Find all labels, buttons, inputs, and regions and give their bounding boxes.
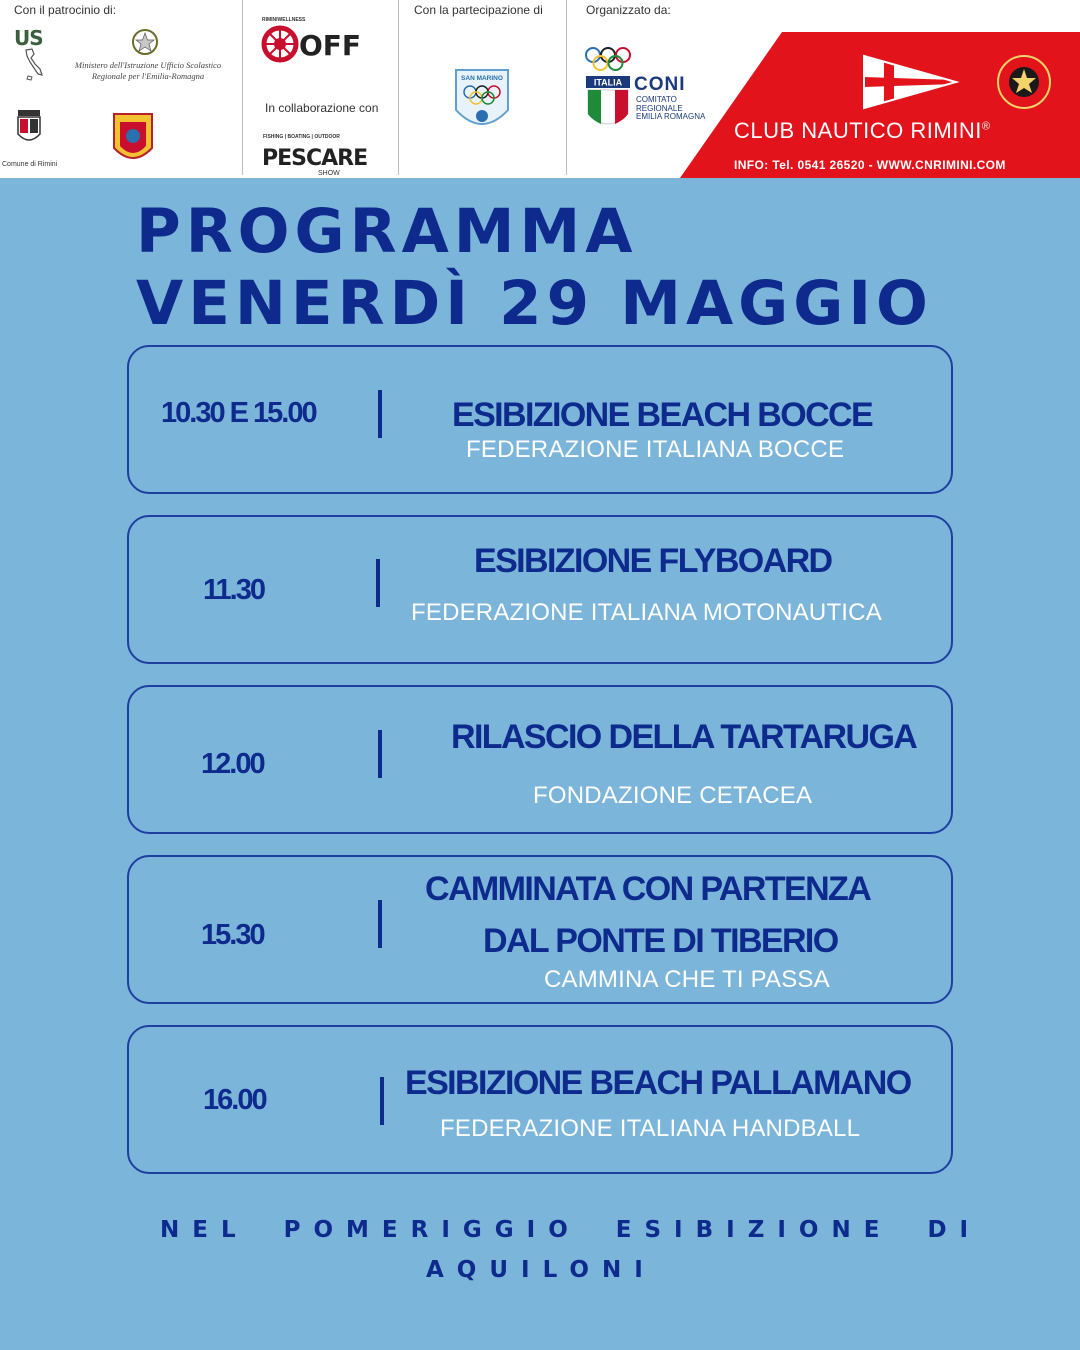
club-nautico-rimini-name: CLUB NAUTICO RIMINI® [734, 118, 991, 143]
event-organizer: FONDAZIONE CETACEA [533, 782, 813, 809]
header-divider-2 [398, 0, 399, 175]
event-time: 15.30 [201, 919, 264, 951]
program-title: PROGRAMMA [136, 196, 638, 267]
stella-oro-merito-medal-icon [996, 54, 1052, 110]
off-logo-text: OFF [299, 29, 362, 62]
event-separator [380, 1077, 384, 1125]
event-title: ESIBIZIONE BEACH PALLAMANO [405, 1064, 911, 1102]
event-separator [376, 559, 380, 607]
svg-text:SHOW: SHOW [318, 170, 340, 177]
coni-wordmark: CONI [634, 74, 686, 95]
svg-text:PESCARE: PESCARE [262, 146, 368, 171]
event-time: 11.30 [203, 574, 264, 606]
event-time: 10.30 E 15.00 [161, 397, 316, 429]
comune-rimini-label: Comune di Rimini [2, 161, 58, 168]
us-logo: US [14, 26, 43, 50]
coni-subtitle: COMITATO REGIONALE EMILIA ROMAGNA [636, 95, 706, 121]
coni-italia-shield-icon [586, 76, 630, 132]
provincia-shield-icon [112, 112, 154, 168]
olympic-rings-icon [584, 46, 632, 72]
event-organizer: CAMMINA CHE TI PASSA [544, 966, 830, 993]
san-marino-olympic-logo [452, 66, 512, 138]
event-card-2 [127, 515, 953, 664]
pescare-show-logo [262, 132, 368, 177]
collaborazione-label: In collaborazione con [265, 101, 379, 115]
svg-text:ITALIA: ITALIA [593, 77, 623, 88]
patrocinio-label: Con il patrocinio di: [14, 3, 117, 17]
event-time: 12.00 [201, 748, 264, 780]
event-title: ESIBIZIONE FLYBOARD [474, 542, 832, 580]
italian-republic-emblem-icon [130, 27, 160, 57]
sponsor-header [0, 0, 1080, 178]
event-title: RILASCIO DELLA TARTARUGA [451, 718, 917, 756]
event-title: ESIBIZIONE BEACH BOCCE [452, 396, 873, 434]
event-organizer: FEDERAZIONE ITALIANA MOTONAUTICA [411, 599, 882, 626]
header-divider-1 [242, 0, 243, 175]
organizzato-label: Organizzato da: [586, 3, 671, 17]
rimini-crest-icon [14, 108, 44, 148]
svg-text:RIMINIWELLNESS: RIMINIWELLNESS [262, 17, 306, 23]
event-card-5 [127, 1025, 953, 1174]
event-separator [378, 900, 382, 948]
event-separator [378, 390, 382, 438]
svg-text:FISHING | BOATING | OUTDOOR: FISHING | BOATING | OUTDOOR [263, 134, 340, 140]
event-card-3 [127, 685, 953, 834]
club-burgee-flag-icon [862, 54, 958, 110]
event-organizer: FEDERAZIONE ITALIANA HANDBALL [440, 1115, 861, 1142]
event-title-line1: CAMMINATA CON PARTENZA [425, 870, 871, 908]
event-time: 16.00 [203, 1084, 266, 1116]
event-card-4 [127, 855, 953, 1004]
ministero-text: Ministero dell'Istruzione Ufficio Scolastico Regionale per l'Emilia-Romagna [74, 60, 222, 81]
partecipazione-label: Con la partecipazione di [414, 3, 543, 17]
svg-text:SAN MARINO: SAN MARINO [461, 75, 503, 82]
program-date: VENERDÌ 29 MAGGIO [136, 268, 933, 339]
footer-note-line1: NEL POMERIGGIO ESIBIZIONE DI [160, 1217, 982, 1243]
event-separator [378, 730, 382, 778]
event-organizer: FEDERAZIONE ITALIANA BOCCE [466, 436, 845, 463]
club-contact-info: INFO: Tel. 0541 26520 - WWW.CNRIMINI.COM [734, 158, 1006, 172]
italy-map-icon [22, 48, 44, 82]
event-card-1 [127, 345, 953, 494]
footer-note-line2: AQUILONI [426, 1257, 656, 1283]
event-title-line2: DAL PONTE DI TIBERIO [483, 922, 838, 960]
off-wellness-logo [258, 14, 362, 70]
header-divider-3 [566, 0, 567, 175]
